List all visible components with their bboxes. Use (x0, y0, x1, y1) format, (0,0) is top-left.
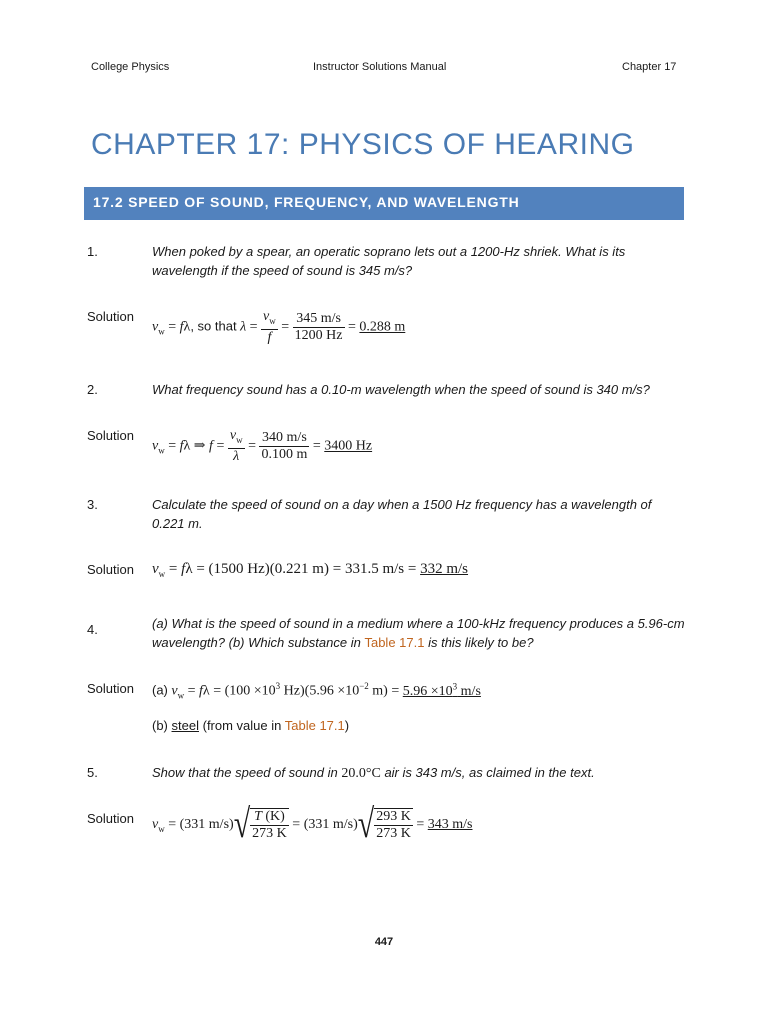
answer: 332 m/s (420, 561, 469, 577)
section-heading-band (84, 187, 684, 220)
so-that-text: , so that (190, 318, 237, 334)
page-number: 447 (374, 936, 394, 948)
answer: 0.288 m (359, 319, 406, 335)
solution-equation: $v_w = f\lambda = (1500$ Hz)(0.221 m) = 331.5 m/s = 332 m/s (152, 561, 469, 579)
solution-label: Solution (87, 811, 134, 826)
header-manual-title: Instructor Solutions Manual (313, 61, 447, 73)
solution-equation: $v_w = f\lambda$, so that λ = $\frac{v_w}{f}$ = $\frac{345 m/s}{1200 Hz}$ = 0.288 m (152, 309, 406, 345)
answer: $5.96 \times 10^3$ m/s (402, 681, 481, 699)
answer: 3400 Hz (324, 438, 373, 454)
solution-label: Solution (87, 562, 134, 577)
velocity-over-wavelength: $\frac{v_w}{\lambda}$ (229, 428, 243, 464)
solution-part-b: (b) steel (from value in Table 17.1) (152, 718, 350, 733)
solution-label: Solution (87, 681, 134, 696)
fraction: $\frac{345 m/s}{1200 Hz}$ (294, 310, 343, 343)
answer: steel (171, 718, 199, 733)
problem-question: Calculate the speed of sound on a day when a 1500 Hz frequency has a wavelength of 0.221 m. (152, 497, 652, 531)
solution-equation: $v_w = f\lambda$ ⇒ f = $\frac{v_w}{\lambda}$ = $\frac{340 m/s}{0.100 m}$ = 3400 Hz (152, 428, 373, 464)
problem-question: (a) What is the speed of sound in a medium where a 100-kHz frequency produces a 5.96-cm wavelength? (b) Which substance in Table 17.1 is this likely to be? (152, 616, 685, 650)
fraction: $\frac{340 m/s}{0.100 m}$ (261, 429, 308, 462)
problem-number: 2. (87, 382, 98, 397)
problem-number: 3. (87, 497, 98, 512)
solution-equation: $v_w = (331$ m/s)√ $\frac{T (K)}{273 K}$ = (331 m/s)√ $\frac{293 K}{273 K}$ = 343 m/s (152, 802, 473, 847)
chapter-title: CHAPTER 17: PHYSICS OF HEARING (91, 128, 635, 161)
velocity-over-frequency: $\frac{v_w}{f}$ (263, 309, 276, 345)
solution-equation-a: (a) $v_w = f\lambda = (100 \times 10^3$ $Hz)(5.96 \times 10^{-2}$ $m) = 5.96 \times 10^3$ m/s (152, 681, 481, 701)
problem-question: What frequency sound has a 0.10-m wavelength when the speed of sound is 340 m/s? (152, 382, 650, 397)
square-root: √ $\frac{T (K)}{273 K}$ (233, 802, 287, 847)
table-link[interactable]: Table 17.1 (364, 635, 425, 650)
header-chapter: Chapter 17 (622, 61, 677, 73)
answer: 343 m/s (427, 817, 473, 833)
problem-number: 1. (87, 244, 98, 259)
problem-number: 5. (87, 765, 98, 780)
table-link[interactable]: Table 17.1 (284, 718, 345, 733)
square-root: √ $\frac{293 K}{273 K}$ (357, 802, 411, 847)
section-heading: 17.2 SPEED OF SOUND, FREQUENCY, AND WAVELENGTH (93, 194, 520, 210)
problem-number: 4. (87, 622, 98, 637)
temperature: 20.0°C (341, 766, 381, 781)
solution-label: Solution (87, 428, 134, 443)
solution-label: Solution (87, 309, 134, 324)
problem-question: When poked by a spear, an operatic soprano lets out a 1200-Hz shriek. What is its wavelength if the speed of sound is 345 m/s? (152, 244, 626, 278)
problem-question: Show that the speed of sound in 20.0°C air is 343 m/s, as claimed in the text. (152, 765, 595, 781)
header-book-title: College Physics (91, 61, 170, 73)
